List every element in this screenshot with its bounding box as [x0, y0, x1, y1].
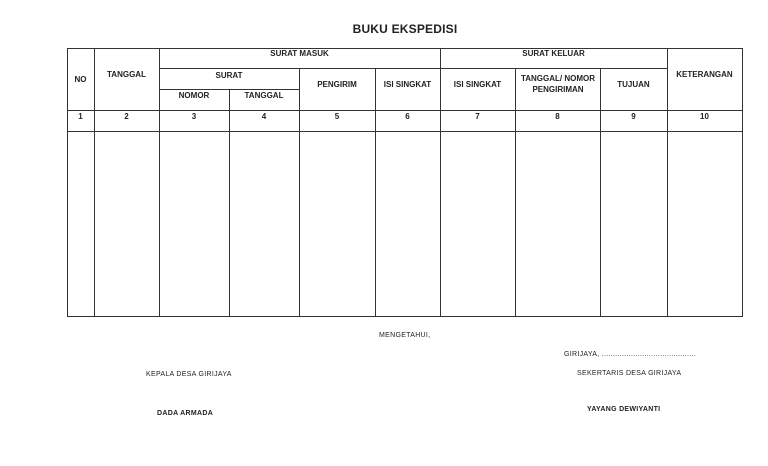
header-nomor: NOMOR	[178, 90, 210, 100]
left-signatory-role: KEPALA DESA GIRIJAYA	[146, 371, 232, 378]
header-surat-masuk: SURAT MASUK	[270, 48, 329, 58]
col-number: 2	[124, 111, 129, 121]
header-surat-keluar: SURAT KELUAR	[522, 48, 585, 58]
rule	[515, 68, 516, 317]
rule	[229, 89, 230, 317]
col-number: 1	[78, 111, 83, 121]
page-title: BUKU EKSPEDISI	[352, 22, 458, 36]
header-pengirim: PENGIRIM	[317, 79, 357, 89]
left-signatory-name: DADA ARMADA	[157, 410, 214, 417]
header-no: NO	[74, 74, 87, 84]
table-border-bottom	[67, 316, 743, 317]
col-number: 5	[334, 111, 340, 121]
header-surat: SURAT	[215, 70, 243, 80]
col-number: 10	[700, 111, 709, 121]
col-number: 9	[631, 111, 636, 121]
col-number: 8	[555, 111, 560, 121]
header-tujuan: TUJUAN	[617, 79, 650, 89]
col-number: 7	[475, 111, 480, 121]
rule	[67, 131, 743, 132]
header-surat-tanggal: TANGGAL	[244, 90, 284, 100]
place-date-line: GIRIJAYA, ..........................................	[564, 351, 697, 358]
header-keterangan: KETERANGAN	[676, 69, 733, 79]
header-isi-singkat-keluar: ISI SINGKAT	[453, 79, 502, 89]
right-signatory-name: YAYANG DEWIYANTI	[587, 406, 661, 413]
rule	[600, 68, 601, 317]
header-tanggal: TANGGAL	[107, 69, 146, 79]
acknowledgement-label: MENGETAHUI,	[379, 332, 431, 339]
col-number: 4	[261, 111, 267, 121]
header-tanggal-nomor-pengiriman: TANGGAL/ NOMOR PENGIRIMAN	[520, 74, 596, 94]
rule	[375, 68, 376, 317]
header-isi-singkat-masuk: ISI SINGKAT	[383, 79, 432, 89]
rule	[299, 68, 300, 317]
right-signatory-role: SEKERTARIS DESA GIRIJAYA	[577, 370, 682, 377]
table-border-right	[742, 48, 743, 317]
col-number: 6	[405, 111, 410, 121]
col-number: 3	[191, 111, 197, 121]
